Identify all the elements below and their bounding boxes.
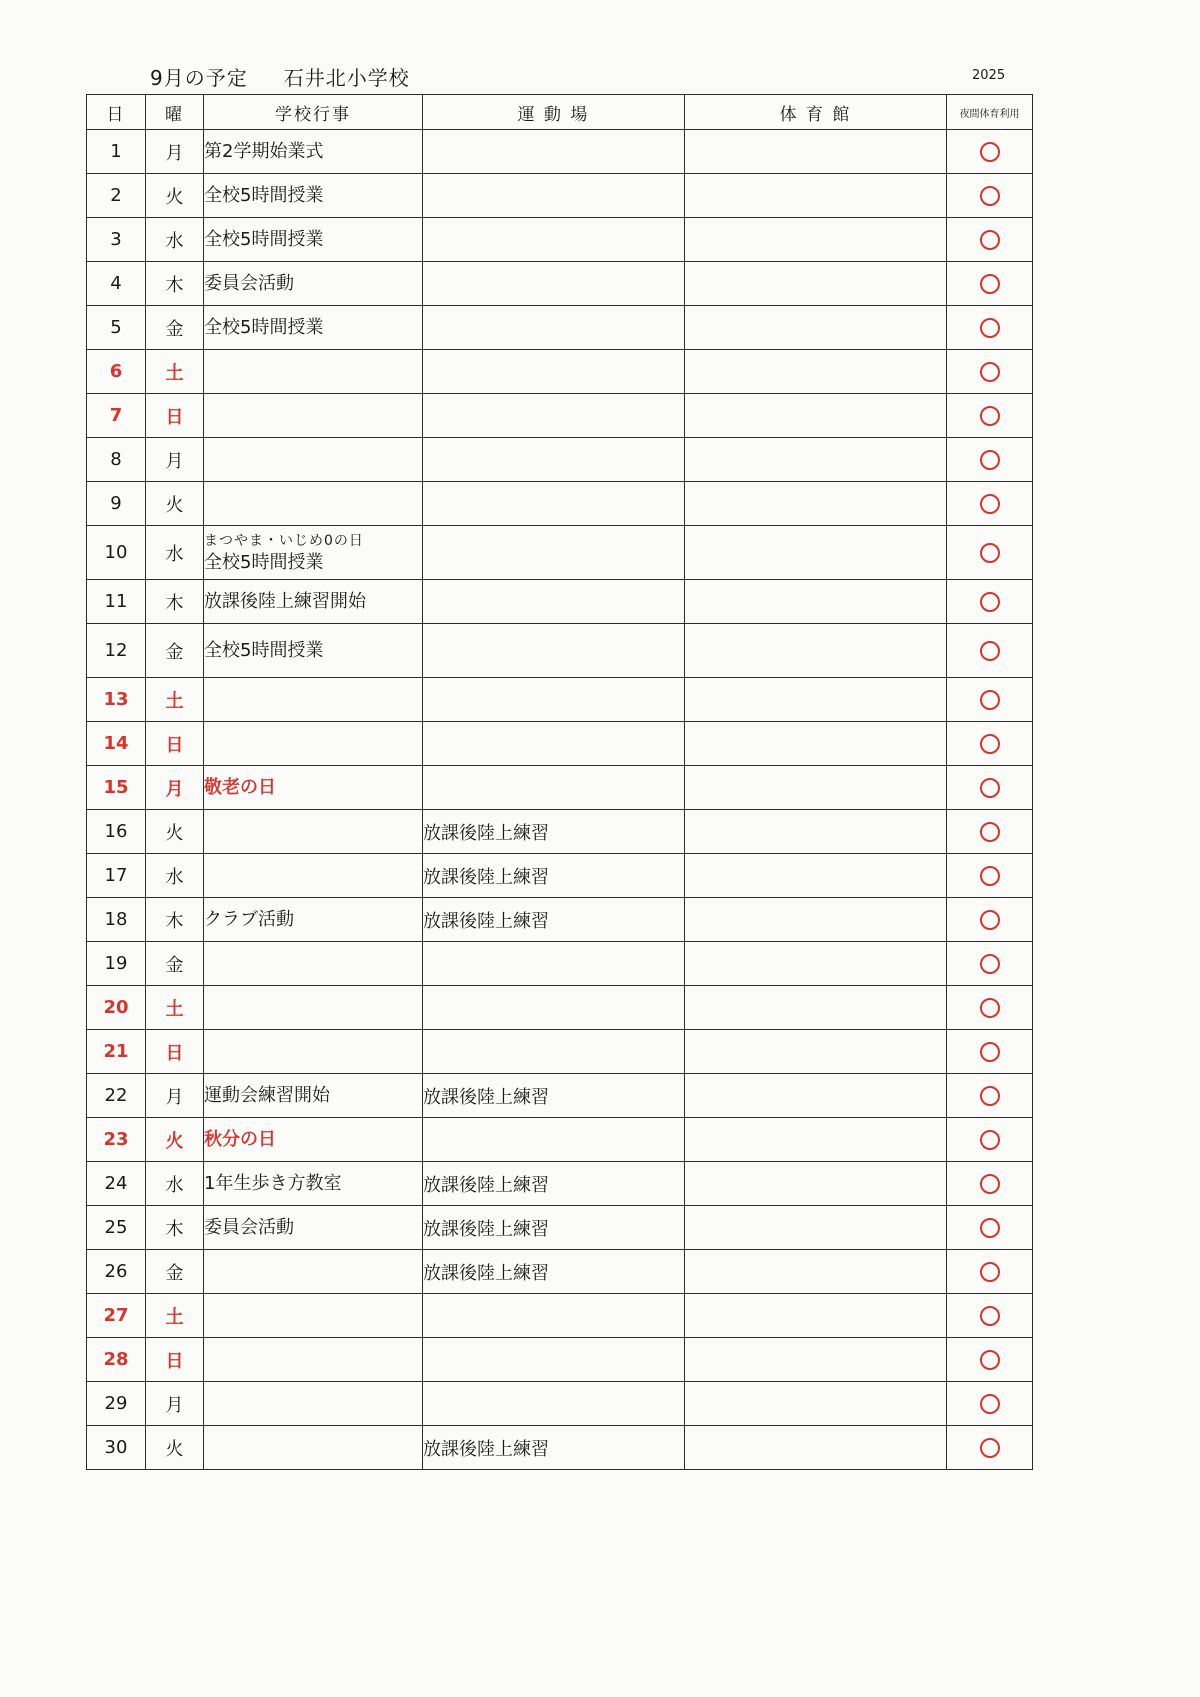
cell-weekday: 木 <box>146 262 204 306</box>
table-row <box>87 306 1033 350</box>
cell-gym <box>685 624 947 678</box>
cell-night-use <box>947 1294 1033 1338</box>
cell-school-event <box>204 1074 423 1118</box>
cell-school-event <box>204 1030 423 1074</box>
cell-night-use <box>947 1382 1033 1426</box>
cell-ground: 放課後陸上練習 <box>423 1162 685 1206</box>
circle-mark-icon <box>980 910 1000 930</box>
table-row <box>87 438 1033 482</box>
cell-weekday: 月 <box>146 1074 204 1118</box>
cell-gym <box>685 262 947 306</box>
circle-mark-icon <box>980 998 1000 1018</box>
cell-gym <box>685 218 947 262</box>
title-month: 9月の予定 <box>150 66 248 90</box>
cell-day: 21 <box>87 1030 146 1074</box>
cell-ground <box>423 678 685 722</box>
cell-school-event <box>204 218 423 262</box>
cell-weekday: 日 <box>146 394 204 438</box>
cell-school-event <box>204 526 423 580</box>
circle-mark-icon <box>980 866 1000 886</box>
cell-weekday: 金 <box>146 624 204 678</box>
cell-night-use <box>947 810 1033 854</box>
cell-day: 15 <box>87 766 146 810</box>
table-row <box>87 394 1033 438</box>
cell-night-use <box>947 306 1033 350</box>
col-header-night: 夜間体育利用 <box>947 95 1033 130</box>
cell-weekday: 火 <box>146 174 204 218</box>
cell-day: 26 <box>87 1250 146 1294</box>
cell-ground: 放課後陸上練習 <box>423 1074 685 1118</box>
table-row <box>87 130 1033 174</box>
cell-ground <box>423 438 685 482</box>
table-row <box>87 1338 1033 1382</box>
schedule-body <box>87 130 1033 1470</box>
cell-school-event <box>204 624 423 678</box>
cell-weekday: 日 <box>146 722 204 766</box>
circle-mark-icon <box>980 734 1000 754</box>
table-row <box>87 1030 1033 1074</box>
cell-day: 1 <box>87 130 146 174</box>
cell-ground: 放課後陸上練習 <box>423 898 685 942</box>
table-row <box>87 262 1033 306</box>
cell-day: 14 <box>87 722 146 766</box>
table-row <box>87 218 1033 262</box>
cell-night-use <box>947 1074 1033 1118</box>
circle-mark-icon <box>980 1262 1000 1282</box>
cell-school-event <box>204 1118 423 1162</box>
col-header-day: 日 <box>87 95 146 130</box>
circle-mark-icon <box>980 543 1000 563</box>
cell-day: 24 <box>87 1162 146 1206</box>
cell-night-use <box>947 1250 1033 1294</box>
cell-ground <box>423 624 685 678</box>
cell-school-event <box>204 580 423 624</box>
cell-weekday: 金 <box>146 1250 204 1294</box>
cell-night-use <box>947 678 1033 722</box>
event-line: 運動会練習開始 <box>204 1084 330 1106</box>
event-line: クラブ活動 <box>204 908 294 930</box>
circle-mark-icon <box>980 1394 1000 1414</box>
table-row <box>87 1426 1033 1470</box>
cell-school-event <box>204 262 423 306</box>
cell-day: 13 <box>87 678 146 722</box>
table-row <box>87 350 1033 394</box>
circle-mark-icon <box>980 690 1000 710</box>
table-row <box>87 1162 1033 1206</box>
cell-school-event <box>204 174 423 218</box>
circle-mark-icon <box>980 954 1000 974</box>
table-row <box>87 722 1033 766</box>
table-row <box>87 482 1033 526</box>
cell-school-event <box>204 1206 423 1250</box>
cell-night-use <box>947 394 1033 438</box>
cell-school-event <box>204 678 423 722</box>
cell-ground <box>423 218 685 262</box>
cell-day: 7 <box>87 394 146 438</box>
circle-mark-icon <box>980 1306 1000 1326</box>
cell-night-use <box>947 1426 1033 1470</box>
event-line: 委員会活動 <box>204 272 294 294</box>
circle-mark-icon <box>980 186 1000 206</box>
cell-weekday: 火 <box>146 1118 204 1162</box>
cell-school-event <box>204 482 423 526</box>
cell-day: 19 <box>87 942 146 986</box>
cell-day: 25 <box>87 1206 146 1250</box>
cell-day: 20 <box>87 986 146 1030</box>
circle-mark-icon <box>980 1350 1000 1370</box>
page-title <box>150 62 410 91</box>
circle-mark-icon <box>980 318 1000 338</box>
cell-gym <box>685 306 947 350</box>
cell-day: 23 <box>87 1118 146 1162</box>
table-row <box>87 174 1033 218</box>
cell-weekday: 日 <box>146 1338 204 1382</box>
cell-night-use <box>947 130 1033 174</box>
circle-mark-icon <box>980 362 1000 382</box>
table-row <box>87 810 1033 854</box>
cell-ground <box>423 526 685 580</box>
cell-day: 17 <box>87 854 146 898</box>
cell-school-event <box>204 722 423 766</box>
cell-school-event <box>204 130 423 174</box>
cell-night-use <box>947 262 1033 306</box>
cell-night-use <box>947 350 1033 394</box>
cell-ground <box>423 1030 685 1074</box>
cell-ground <box>423 942 685 986</box>
event-line: 放課後陸上練習開始 <box>204 590 366 612</box>
cell-day: 6 <box>87 350 146 394</box>
cell-ground <box>423 350 685 394</box>
event-line: 秋分の日 <box>204 1128 276 1150</box>
event-line: 全校5時間授業 <box>204 316 324 338</box>
cell-night-use <box>947 580 1033 624</box>
cell-ground <box>423 482 685 526</box>
cell-gym <box>685 1074 947 1118</box>
table-row <box>87 1206 1033 1250</box>
cell-gym <box>685 1206 947 1250</box>
cell-gym <box>685 1162 947 1206</box>
header-row <box>87 95 1033 130</box>
cell-night-use <box>947 218 1033 262</box>
cell-weekday: 金 <box>146 306 204 350</box>
cell-gym <box>685 1338 947 1382</box>
table-row <box>87 986 1033 1030</box>
cell-night-use <box>947 438 1033 482</box>
event-line: 全校5時間授業 <box>204 228 324 250</box>
cell-weekday: 水 <box>146 526 204 580</box>
cell-night-use <box>947 624 1033 678</box>
cell-weekday: 日 <box>146 1030 204 1074</box>
col-header-event: 学校行事 <box>204 95 423 130</box>
cell-day: 29 <box>87 1382 146 1426</box>
cell-weekday: 火 <box>146 1426 204 1470</box>
cell-school-event <box>204 1162 423 1206</box>
table-row <box>87 624 1033 678</box>
cell-gym <box>685 526 947 580</box>
cell-weekday: 土 <box>146 1294 204 1338</box>
circle-mark-icon <box>980 592 1000 612</box>
cell-weekday: 土 <box>146 678 204 722</box>
cell-day: 27 <box>87 1294 146 1338</box>
cell-school-event <box>204 350 423 394</box>
cell-day: 9 <box>87 482 146 526</box>
cell-gym <box>685 854 947 898</box>
cell-school-event <box>204 854 423 898</box>
cell-weekday: 月 <box>146 438 204 482</box>
cell-ground <box>423 722 685 766</box>
circle-mark-icon <box>980 1174 1000 1194</box>
cell-night-use <box>947 1162 1033 1206</box>
year-label: 2025 <box>972 68 1006 83</box>
cell-night-use <box>947 526 1033 580</box>
circle-mark-icon <box>980 778 1000 798</box>
cell-night-use <box>947 766 1033 810</box>
cell-day: 16 <box>87 810 146 854</box>
cell-gym <box>685 394 947 438</box>
cell-ground: 放課後陸上練習 <box>423 1250 685 1294</box>
cell-ground <box>423 306 685 350</box>
cell-ground <box>423 1382 685 1426</box>
cell-ground <box>423 986 685 1030</box>
table-row <box>87 526 1033 580</box>
event-line: 全校5時間授業 <box>204 184 324 206</box>
cell-school-event <box>204 942 423 986</box>
cell-weekday: 土 <box>146 350 204 394</box>
cell-weekday: 月 <box>146 130 204 174</box>
cell-school-event <box>204 986 423 1030</box>
cell-night-use <box>947 898 1033 942</box>
cell-ground <box>423 262 685 306</box>
cell-school-event <box>204 306 423 350</box>
circle-mark-icon <box>980 641 1000 661</box>
cell-day: 12 <box>87 624 146 678</box>
cell-ground <box>423 580 685 624</box>
event-line: 1年生歩き方教室 <box>204 1172 342 1194</box>
cell-gym <box>685 678 947 722</box>
cell-gym <box>685 766 947 810</box>
cell-weekday: 水 <box>146 218 204 262</box>
cell-school-event <box>204 1338 423 1382</box>
cell-ground <box>423 130 685 174</box>
cell-ground <box>423 174 685 218</box>
cell-night-use <box>947 986 1033 1030</box>
cell-school-event <box>204 1250 423 1294</box>
cell-weekday: 火 <box>146 810 204 854</box>
cell-day: 28 <box>87 1338 146 1382</box>
cell-gym <box>685 1118 947 1162</box>
circle-mark-icon <box>980 142 1000 162</box>
table-row <box>87 1074 1033 1118</box>
cell-gym <box>685 810 947 854</box>
cell-ground: 放課後陸上練習 <box>423 1206 685 1250</box>
cell-gym <box>685 942 947 986</box>
circle-mark-icon <box>980 1042 1000 1062</box>
cell-day: 18 <box>87 898 146 942</box>
cell-weekday: 木 <box>146 1206 204 1250</box>
cell-weekday: 土 <box>146 986 204 1030</box>
circle-mark-icon <box>980 450 1000 470</box>
cell-night-use <box>947 942 1033 986</box>
cell-school-event <box>204 810 423 854</box>
cell-day: 2 <box>87 174 146 218</box>
table-row <box>87 678 1033 722</box>
cell-school-event <box>204 1382 423 1426</box>
cell-night-use <box>947 1338 1033 1382</box>
cell-night-use <box>947 482 1033 526</box>
cell-school-event <box>204 1294 423 1338</box>
cell-weekday: 水 <box>146 1162 204 1206</box>
cell-weekday: 月 <box>146 766 204 810</box>
cell-night-use <box>947 1206 1033 1250</box>
cell-school-event <box>204 766 423 810</box>
cell-gym <box>685 174 947 218</box>
cell-day: 30 <box>87 1426 146 1470</box>
cell-gym <box>685 1250 947 1294</box>
cell-ground <box>423 1338 685 1382</box>
cell-school-event <box>204 898 423 942</box>
cell-gym <box>685 1294 947 1338</box>
circle-mark-icon <box>980 1130 1000 1150</box>
circle-mark-icon <box>980 406 1000 426</box>
cell-weekday: 水 <box>146 854 204 898</box>
cell-gym <box>685 130 947 174</box>
table-row <box>87 854 1033 898</box>
cell-school-event <box>204 438 423 482</box>
cell-ground <box>423 394 685 438</box>
cell-gym <box>685 350 947 394</box>
event-line: 敬老の日 <box>204 776 276 798</box>
circle-mark-icon <box>980 822 1000 842</box>
cell-night-use <box>947 722 1033 766</box>
event-line: 全校5時間授業 <box>204 639 324 661</box>
schedule-table <box>86 94 1033 1470</box>
circle-mark-icon <box>980 1438 1000 1458</box>
table-row <box>87 942 1033 986</box>
cell-day: 11 <box>87 580 146 624</box>
cell-day: 10 <box>87 526 146 580</box>
cell-weekday: 木 <box>146 580 204 624</box>
event-line: 全校5時間授業 <box>204 551 324 573</box>
cell-night-use <box>947 854 1033 898</box>
cell-gym <box>685 986 947 1030</box>
circle-mark-icon <box>980 494 1000 514</box>
cell-gym <box>685 1382 947 1426</box>
cell-weekday: 月 <box>146 1382 204 1426</box>
table-row <box>87 766 1033 810</box>
cell-gym <box>685 722 947 766</box>
event-line: 委員会活動 <box>204 1216 294 1238</box>
cell-day: 4 <box>87 262 146 306</box>
cell-ground <box>423 1294 685 1338</box>
cell-ground: 放課後陸上練習 <box>423 854 685 898</box>
cell-day: 22 <box>87 1074 146 1118</box>
cell-ground: 放課後陸上練習 <box>423 1426 685 1470</box>
cell-ground: 放課後陸上練習 <box>423 810 685 854</box>
col-header-ground: 運 動 場 <box>423 95 685 130</box>
cell-gym <box>685 438 947 482</box>
title-school: 石井北小学校 <box>283 66 410 90</box>
event-line: まつやま・いじめ0の日 <box>204 532 364 549</box>
cell-gym <box>685 580 947 624</box>
table-row <box>87 898 1033 942</box>
circle-mark-icon <box>980 230 1000 250</box>
cell-ground <box>423 766 685 810</box>
cell-weekday: 木 <box>146 898 204 942</box>
circle-mark-icon <box>980 1218 1000 1238</box>
event-line: 第2学期始業式 <box>204 140 324 162</box>
cell-day: 8 <box>87 438 146 482</box>
table-row <box>87 580 1033 624</box>
cell-night-use <box>947 1118 1033 1162</box>
table-row <box>87 1382 1033 1426</box>
cell-weekday: 金 <box>146 942 204 986</box>
cell-night-use <box>947 1030 1033 1074</box>
cell-gym <box>685 1030 947 1074</box>
cell-gym <box>685 898 947 942</box>
circle-mark-icon <box>980 1086 1000 1106</box>
cell-night-use <box>947 174 1033 218</box>
table-row <box>87 1294 1033 1338</box>
circle-mark-icon <box>980 274 1000 294</box>
cell-weekday: 火 <box>146 482 204 526</box>
col-header-gym: 体 育 館 <box>685 95 947 130</box>
cell-school-event <box>204 1426 423 1470</box>
cell-school-event <box>204 394 423 438</box>
cell-day: 3 <box>87 218 146 262</box>
cell-gym <box>685 482 947 526</box>
cell-ground <box>423 1118 685 1162</box>
table-row <box>87 1250 1033 1294</box>
cell-day: 5 <box>87 306 146 350</box>
col-header-dow: 曜 <box>146 95 204 130</box>
cell-gym <box>685 1426 947 1470</box>
table-row <box>87 1118 1033 1162</box>
